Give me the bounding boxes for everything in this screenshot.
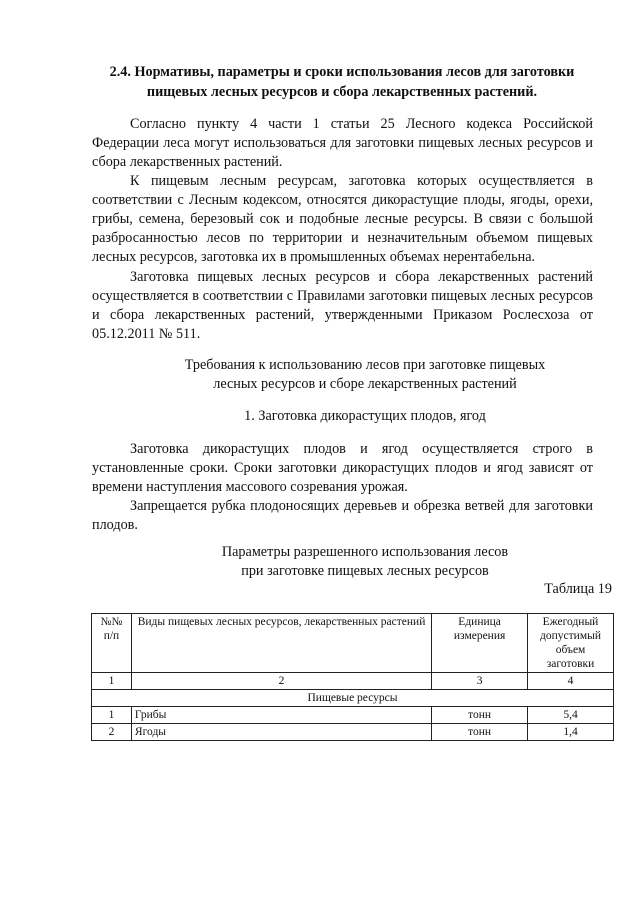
section-heading: 2.4. Нормативы, параметры и сроки использования лесов для заготовки пищевых лесных ресурсов и сбора лекарственных растений. (109, 64, 575, 100)
group-label: Пищевые ресурсы (92, 690, 614, 707)
header-num: №№ п/п (92, 614, 132, 673)
column-number: 3 (432, 673, 528, 690)
paragraph-harvest-dates: Заготовка дикорастущих плодов и ягод осуществляется строго в установленные сроки. Сроки заготовки дикорастущих плодов и ягод зависят от времени наступления массового созревания урожая. (92, 441, 593, 495)
requirements-title-line1: Требования к использованию лесов при заготовке пищевых (184, 357, 546, 373)
row-volume: 5,4 (528, 707, 614, 724)
row-unit: тонн (432, 724, 528, 741)
column-number: 1 (92, 673, 132, 690)
table-group-row (92, 690, 614, 707)
table-title (120, 543, 610, 581)
requirements-title (92, 356, 638, 394)
paragraph-food-resources: К пищевым лесным ресурсам, заготовка которых осуществляется в соответствии с Лесным кодексом, относятся дикорастущие плоды, ягоды, орехи, грибы, семена, березовый сок и подобные лесные ресурсы. В связи с большой разбросанностью лесов по территории и незначительным объемом пищевых лесных ресурсов, заготовка их в промышленных объемах нерентабельна. (92, 173, 593, 265)
table-row (92, 707, 614, 724)
requirements-title-line2: лесных ресурсов и сборе лекарственных растений (213, 376, 517, 392)
table-header-row (92, 614, 614, 673)
parameters-table (91, 613, 614, 741)
table-title-line1: Параметры разрешенного использования лесов (221, 544, 509, 560)
table-column-numbers-row (92, 673, 614, 690)
row-num: 1 (92, 707, 132, 724)
header-kind: Виды пищевых лесных ресурсов, лекарственных растений (131, 614, 431, 673)
table-row (92, 724, 614, 741)
row-num: 2 (92, 724, 132, 741)
table-title-line2: при заготовке пищевых лесных ресурсов (241, 563, 489, 579)
row-unit: тонн (432, 707, 528, 724)
paragraph-forest-code: Согласно пункту 4 части 1 статьи 25 Лесного кодекса Российской Федерации леса могут использоваться для заготовки пищевых лесных ресурсов и сбора лекарственных растений. (92, 116, 593, 170)
header-unit: Единица измерения (432, 614, 528, 673)
column-number: 2 (131, 673, 431, 690)
row-volume: 1,4 (528, 724, 614, 741)
paragraph-rules: Заготовка пищевых лесных ресурсов и сбора лекарственных растений осуществляется в соответствии с Правилами заготовки пищевых лесных ресурсов и сбора лекарственных растений, утвержденными Приказом Рослесхоза от 05.12.2011 № 511. (92, 269, 593, 342)
subsection-title: 1. Заготовка дикорастущих плодов, ягод (244, 408, 486, 424)
table-number-label: Таблица 19 (544, 581, 612, 597)
column-number: 4 (528, 673, 614, 690)
row-kind: Грибы (131, 707, 431, 724)
header-volume: Ежегодный допустимый объем заготовки (528, 614, 614, 673)
row-kind: Ягоды (131, 724, 431, 741)
paragraph-prohibition: Запрещается рубка плодоносящих деревьев и обрезка ветвей для заготовки плодов. (92, 498, 593, 533)
